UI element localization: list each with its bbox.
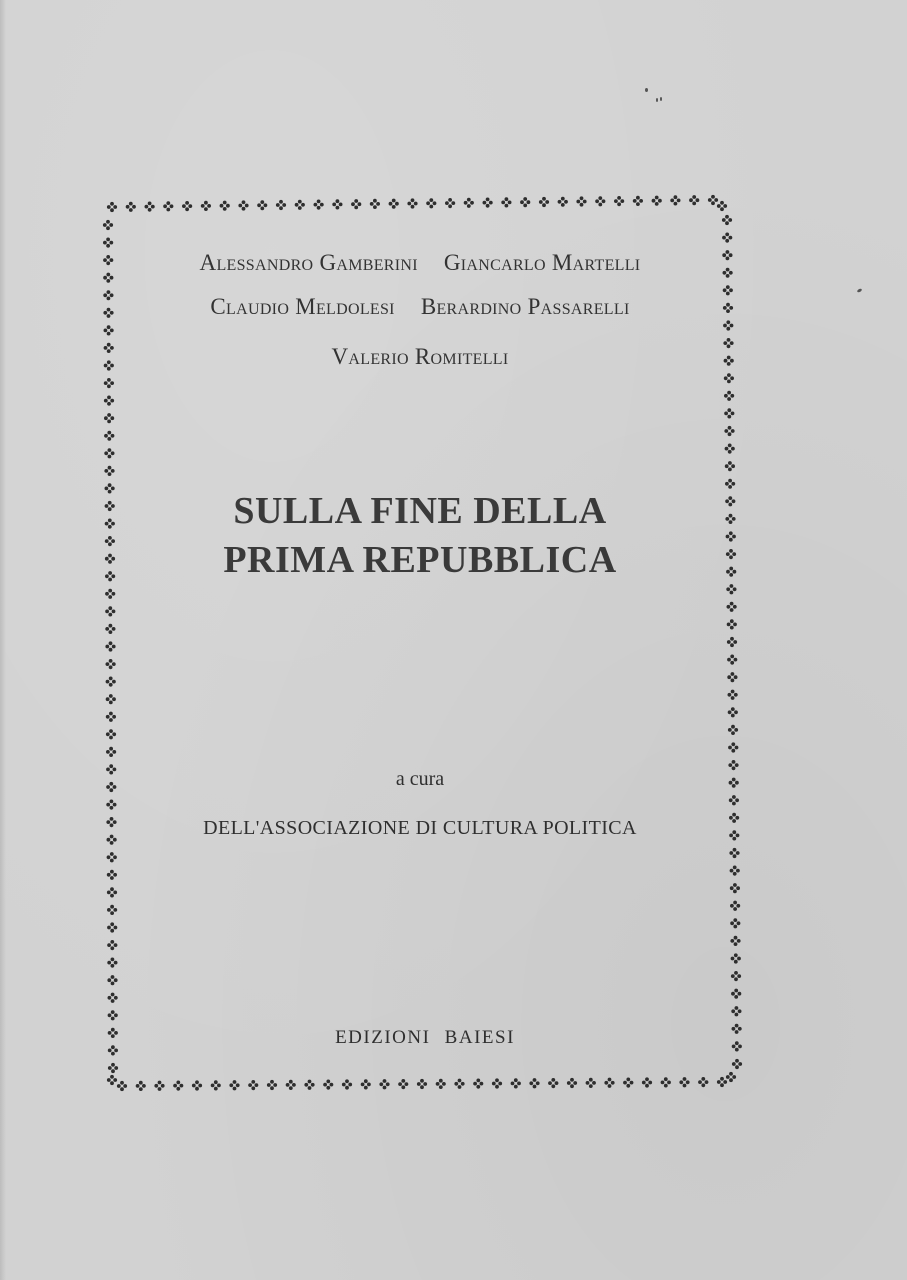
border-ornament	[182, 201, 192, 211]
book-title-line-2: PRIMA REPUBBLICA	[223, 539, 617, 581]
border-ornament	[464, 198, 474, 208]
border-ornament	[286, 1080, 296, 1090]
border-ornament	[295, 200, 305, 210]
border-ornament	[729, 848, 739, 858]
border-ornament	[379, 1079, 389, 1089]
border-ornament	[370, 199, 380, 209]
border-ornament	[548, 1078, 558, 1088]
border-ornament	[211, 1080, 221, 1090]
border-ornament	[730, 918, 740, 928]
border-ornament	[361, 1079, 371, 1089]
border-ornament	[417, 1079, 427, 1089]
border-ornament	[730, 901, 740, 911]
border-ornament	[445, 198, 455, 208]
border-ornament	[726, 1072, 736, 1082]
border-ornament	[731, 989, 741, 999]
border-ornament	[727, 672, 737, 682]
border-ornament	[539, 197, 549, 207]
border-ornament	[229, 1080, 239, 1090]
author-name: Giancarlo Martelli	[443, 250, 641, 275]
border-ornament	[107, 202, 117, 212]
border-ornament	[586, 1078, 596, 1088]
author-name: Alessandro Gamberini	[199, 250, 418, 275]
border-ornament	[708, 195, 718, 205]
border-ornament	[728, 707, 738, 717]
border-ornament	[661, 1077, 671, 1087]
border-ornament	[731, 953, 741, 963]
border-ornament	[108, 993, 118, 1003]
border-ornament	[614, 196, 624, 206]
border-ornament	[492, 1078, 502, 1088]
border-ornament	[154, 1081, 164, 1091]
border-ornament	[730, 866, 740, 876]
border-ornament	[104, 413, 114, 423]
border-ornament	[107, 958, 117, 968]
publisher-name: EDIZIONI BAIESI	[335, 1027, 515, 1048]
border-ornament	[104, 431, 114, 441]
border-ornament	[724, 373, 734, 383]
border-ornament	[689, 195, 699, 205]
border-ornament	[717, 201, 727, 211]
border-ornament	[724, 408, 734, 418]
border-ornament	[679, 1077, 689, 1087]
border-ornament	[304, 1080, 314, 1090]
border-ornament	[104, 378, 114, 388]
border-ornament	[104, 325, 114, 335]
author-name: Claudio Meldolesi	[210, 294, 395, 319]
border-ornament	[727, 655, 737, 665]
border-ornament	[117, 1081, 127, 1091]
border-ornament	[725, 444, 735, 454]
border-ornament	[398, 1079, 408, 1089]
border-ornament	[389, 199, 399, 209]
border-ornament	[248, 1080, 258, 1090]
border-ornament	[332, 199, 342, 209]
border-ornament	[107, 905, 117, 915]
border-ornament	[173, 1081, 183, 1091]
border-ornament	[107, 1075, 117, 1085]
border-ornament	[267, 1080, 277, 1090]
border-ornament	[342, 1079, 352, 1089]
border-ornament	[104, 466, 114, 476]
border-ornament	[136, 1081, 146, 1091]
border-ornament	[107, 975, 117, 985]
paper-speck	[656, 98, 658, 102]
authors-row-3	[0, 344, 840, 370]
border-ornament	[107, 870, 117, 880]
border-ornament	[105, 589, 115, 599]
border-ornament	[520, 197, 530, 207]
border-ornament	[642, 1077, 652, 1087]
border-ornament	[106, 800, 116, 810]
border-ornament	[238, 200, 248, 210]
border-ornament	[201, 201, 211, 211]
border-ornament	[106, 677, 116, 687]
border-ornament	[106, 712, 116, 722]
border-ornament	[724, 391, 734, 401]
border-ornament	[192, 1080, 202, 1090]
border-ornament	[108, 1010, 118, 1020]
border-ornament	[108, 1063, 118, 1073]
border-ornament	[106, 747, 116, 757]
border-ornament	[728, 725, 738, 735]
border-ornament	[623, 1078, 633, 1088]
author-name: Valerio Romitelli	[331, 344, 509, 369]
border-ornament	[105, 624, 115, 634]
border-ornament	[730, 936, 740, 946]
border-ornament	[107, 940, 117, 950]
border-ornament	[314, 200, 324, 210]
border-ornament	[717, 1077, 727, 1087]
border-ornament	[104, 396, 114, 406]
border-ornament	[633, 196, 643, 206]
border-ornament	[501, 197, 511, 207]
border-ornament	[731, 971, 741, 981]
border-ornament	[257, 200, 267, 210]
border-ornament	[105, 641, 115, 651]
border-ornament	[163, 201, 173, 211]
border-ornament	[722, 215, 732, 225]
border-ornament	[473, 1079, 483, 1089]
border-ornament	[698, 1077, 708, 1087]
border-ornament	[106, 694, 116, 704]
border-ornament	[107, 852, 117, 862]
curator-association: DELL'ASSOCIAZIONE DI CULTURA POLITICA	[203, 817, 637, 839]
border-ornament	[105, 606, 115, 616]
border-ornament	[436, 1079, 446, 1089]
border-ornament	[595, 196, 605, 206]
border-ornament	[576, 196, 586, 206]
border-ornament	[529, 1078, 539, 1088]
border-ornament	[483, 198, 493, 208]
border-ornament	[106, 729, 116, 739]
border-ornament	[351, 199, 361, 209]
border-ornament	[426, 198, 436, 208]
border-ornament	[730, 883, 740, 893]
border-ornament	[511, 1078, 521, 1088]
border-ornament	[670, 195, 680, 205]
border-ornament	[567, 1078, 577, 1088]
border-ornament	[558, 197, 568, 207]
border-ornament	[454, 1079, 464, 1089]
curator-prefix: a cura	[395, 768, 445, 790]
border-ornament	[104, 448, 114, 458]
border-ornament	[323, 1080, 333, 1090]
authors-row-1	[0, 250, 840, 276]
border-ornament	[652, 196, 662, 206]
border-ornament	[103, 238, 113, 248]
paper-speck	[645, 88, 648, 92]
border-ornament	[126, 202, 136, 212]
border-ornament	[729, 795, 739, 805]
border-ornament	[722, 233, 732, 243]
border-ornament	[103, 220, 113, 230]
border-ornament	[604, 1078, 614, 1088]
border-ornament	[220, 201, 230, 211]
border-ornament	[407, 198, 417, 208]
border-ornament	[107, 887, 117, 897]
border-ornament	[731, 1006, 741, 1016]
paper-speck	[660, 97, 662, 101]
border-ornament	[107, 922, 117, 932]
border-ornament	[276, 200, 286, 210]
border-ornament	[724, 426, 734, 436]
border-ornament	[728, 742, 738, 752]
border-ornament	[732, 1059, 742, 1069]
author-name: Berardino Passarelli	[420, 294, 630, 319]
border-ornament	[106, 659, 116, 669]
border-ornament	[727, 637, 737, 647]
border-ornament	[727, 619, 737, 629]
border-ornament	[725, 461, 735, 471]
border-ornament	[723, 320, 733, 330]
authors-row-2	[0, 294, 840, 320]
border-ornament	[728, 690, 738, 700]
border-ornament	[145, 202, 155, 212]
book-title-line-1: SULLA FINE DELLA	[233, 490, 607, 532]
border-ornament	[727, 602, 737, 612]
border-ornament	[726, 584, 736, 594]
